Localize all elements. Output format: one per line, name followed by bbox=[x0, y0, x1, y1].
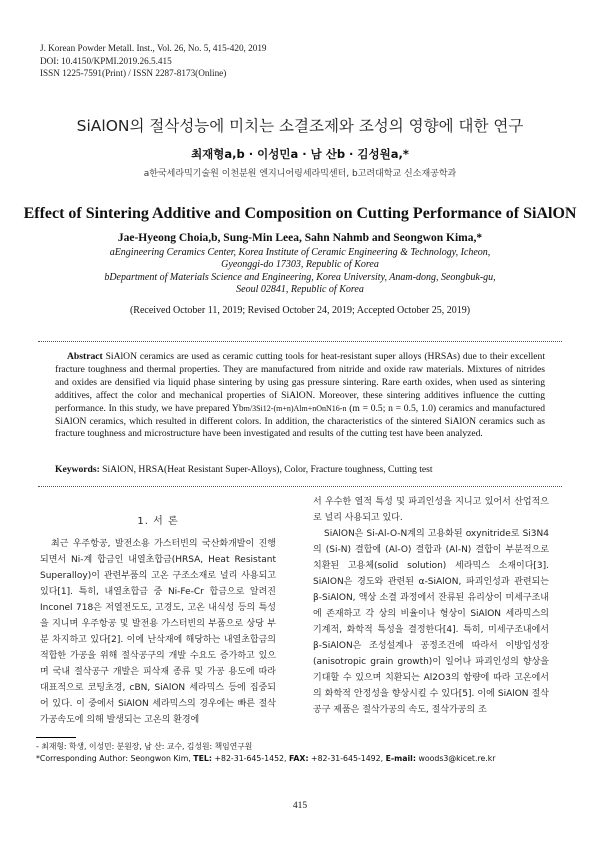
bottom-divider bbox=[38, 486, 562, 487]
abstract-formula: m/3Si12-(m+n)Alm+nOnN16-n bbox=[243, 403, 347, 413]
email-label: E-mail: bbox=[385, 754, 416, 763]
abstract bbox=[55, 351, 545, 441]
abstract-label: Abstract bbox=[67, 351, 103, 362]
affiliation-a-line2: Gyeonggi-do 17303, Republic of Korea bbox=[221, 259, 379, 271]
intro-paragraph-1: 최근 우주항공, 발전소용 가스터빈의 국산화개발이 진행되면서 Ni-계 합금인 내열초합금(HRSA, Heat Resistant Superalloy)이 관련부품의 고온 구조소재로 널리 사용되고 있다[1]. 특히, 내열초합금 중 Ni-Fe-Cr 합금으로 알려진 Inconel 718은 저열전도도, 고경도, 고온 내식성 등의 특성을 지니며 우주항공 및 발전용 가스터빈의 부품으로 상당 부분 차지하고 있다[2]. 이에 난삭재에 해당하는 내열초합금의 적합한 가공을 위해 절삭공구의 개발 수요도 증가하고 있으며 국내 절삭공구 개발은 피삭재 종류 및 가공 용도에 따라 대표적으로 코팅초경, cBN, SiAlON 세라믹스 등에 집중되어 있다. 이 중에서 SiAlON 세라믹스의 경우에는 빠른 절삭가공속도에 의해 발생되는 고온의 환경에 bbox=[40, 539, 276, 725]
received-dates: (Received October 11, 2019; Revised October 24, 2019; Accepted October 25, 2019) bbox=[129, 305, 471, 316]
journal-header bbox=[40, 42, 267, 80]
keywords-text: SiAlON, HRSA(Heat Resistant Super-Alloys), Color, Fracture toughness, Cutting test bbox=[99, 464, 433, 475]
keywords bbox=[55, 464, 545, 475]
korean-authors: 최재형a,b · 이성민a · 남 산b · 김성원a,* bbox=[191, 147, 409, 161]
journal-doi: DOI: 10.4150/KPMI.2019.26.5.415 bbox=[40, 55, 172, 66]
english-title: Effect of Sintering Additive and Composition on Cutting Performance of SiAlON bbox=[23, 205, 577, 222]
abstract-text-2: (m = 0.5; n = 0.5, 1.0) ceramics and manufactured SiAlON ceramics, which resulted in different colors. In addition, the characteristics of the sintered SiAlON ceramics such as fracture toughness and microstructure have been investigated and results of the cutting test have been analyzed. bbox=[55, 402, 545, 440]
tel-number: +82-31-645-1452, bbox=[211, 754, 289, 763]
journal-issn: ISSN 1225-7591(Print) / ISSN 2287-8173(Online) bbox=[40, 68, 227, 78]
section-heading-introduction: 1. 서 론 bbox=[137, 516, 179, 527]
affiliation-a-line1: aEngineering Ceramics Center, Korea Institute of Ceramic Engineering & Technology, Icheon, bbox=[109, 247, 491, 258]
journal-citation: J. Korean Powder Metall. Inst., Vol. 26, No. 5, 415-420, 2019 bbox=[40, 43, 267, 53]
intro-paragraph-2: SiAlON은 Si-Al-O-N계의 고용화된 oxynitride로 Si3N4의 (Si-N) 결합에 (Al-O) 결합과 (Al-N) 결합이 부분적으로 치환된 고용체(solid solution) 세라믹스 소재이다[3]. SiAlON은 경도와 관련된 α-SiAlON, 파괴인성과 관련되는 β-SiAlON, 액상 소결 과정에서 잔류된 유리상이 미세구조내에 존재하고 각 상의 비율이나 형상이 SiAlON 세라믹스의 기계적, 화학적 특성을 결정한다[4]. 특히, 미세구조내에서 β-SiAlON은 조성설계나 공정조건에 따라서 이방입성장(anisotropic grain growth)이 일어나 파괴인성의 향상을 기대할 수 있으며 치환되는 Al2O3의 함량에 따라 고온에서의 화학적 안정성을 향상시킬 수 있다[5]. 이에 SiAlON 절삭공구 제품은 절삭가공의 속도, 절삭가공의 조 bbox=[313, 529, 549, 715]
affiliation-b-line2: Seoul 02841, Republic of Korea bbox=[236, 284, 364, 296]
korean-title: SiAlON의 절삭성능에 미치는 소결조제와 조성의 영향에 대한 연구 bbox=[76, 117, 524, 135]
intro-paragraph-continued: 서 우수한 열적 특성 및 파괴인성을 지니고 있어서 산업적으로 널리 사용되고 있다. bbox=[313, 497, 549, 523]
abstract-text-1: SiAlON ceramics are used as ceramic cutting tools for heat-resistant super alloys (HRSAs) due to their excellent fracture toughness and thermal properties. They are manufactured from nitride and oxide raw materials. Mixtures of nitrides and oxides are densified via liquid phase sintering by using gas pressure sintering. Rare earth oxides, when used as sintering additives, affect the color and mechanical properties of SiAlON. Moreover, these sintering additives influence the cutting performance. In this study, we have prepared Yb bbox=[55, 351, 545, 414]
tel-label: TEL: bbox=[193, 754, 212, 763]
affiliation-b-line1: bDepartment of Materials Science and Engineering, Korea University, Anam-dong, Seongbuk-gu, bbox=[104, 271, 496, 283]
fax-label: FAX: bbox=[288, 754, 309, 763]
corresponding-author-note bbox=[36, 753, 495, 765]
left-column bbox=[40, 514, 276, 728]
footnote-divider bbox=[36, 737, 76, 738]
korean-affiliation: a한국세라믹기술원 이천분원 엔지니어링세라믹센터, b고려대학교 신소재공학과 bbox=[143, 169, 457, 179]
footnotes bbox=[36, 741, 495, 765]
top-divider bbox=[38, 341, 562, 342]
right-column bbox=[313, 494, 549, 718]
page-number: 415 bbox=[292, 801, 308, 811]
english-affiliations bbox=[60, 247, 540, 297]
email-address[interactable]: woods3@kicet.re.kr bbox=[415, 754, 496, 763]
keywords-label: Keywords: bbox=[55, 464, 100, 475]
fax-number: +82-31-645-1492, bbox=[308, 754, 386, 763]
english-authors: Jae-Hyeong Choia,b, Sung-Min Leea, Sahn Nahmb and Seongwon Kima,* bbox=[117, 232, 483, 244]
author-positions-note: - 최재형: 학생, 이성민: 분원장, 남 산: 교수, 김성원: 책임연구원 bbox=[36, 742, 253, 751]
corresponding-author-prefix: *Corresponding Author: Seongwon Kim, bbox=[36, 754, 194, 763]
